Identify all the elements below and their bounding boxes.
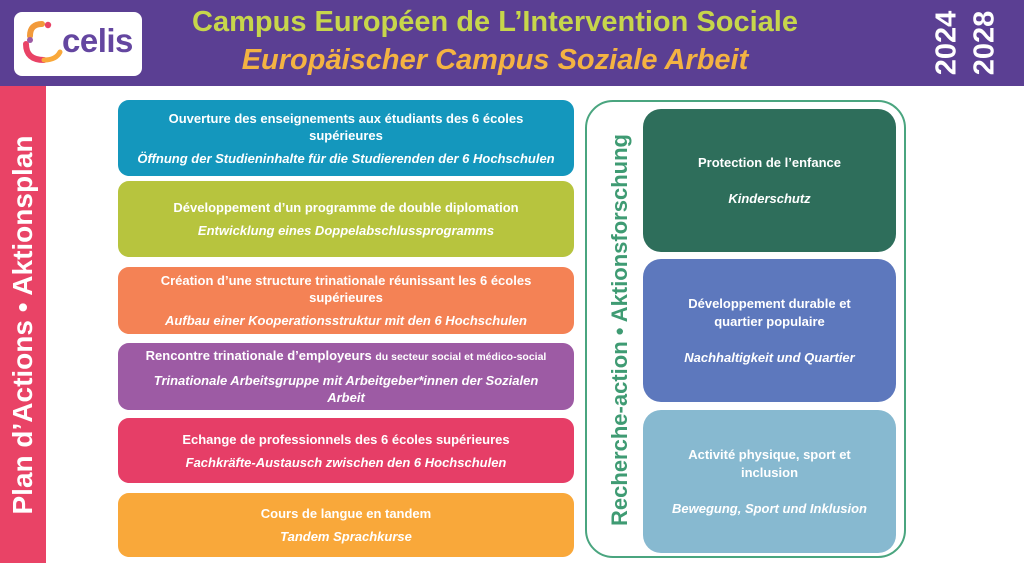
- action-box-double-degree: [118, 181, 574, 257]
- action-label-fr-small: du secteur social et médico-social: [375, 351, 547, 363]
- action-label-fr: Développement d’un programme de double diplomation: [173, 200, 519, 215]
- action-box-professional-exchange: [118, 418, 574, 483]
- title-french: Campus Européen de L’Intervention Sociale: [192, 6, 798, 38]
- action-label-de: Tandem Sprachkurse: [280, 529, 412, 544]
- celis-logo-mark-icon: [18, 16, 68, 66]
- header-banner: [0, 0, 1024, 86]
- action-plan-band: [0, 86, 46, 563]
- action-label-fr: Echange de professionnels des 6 écoles supérieures: [182, 431, 510, 447]
- theme-box-sport-inclusion: [643, 410, 896, 553]
- action-plan-label: Plan d’Actions • Aktionsplan: [7, 134, 38, 515]
- research-label: Recherche-action • Aktionsforschung: [607, 134, 632, 526]
- logo-text: celis: [62, 22, 133, 59]
- action-box-tandem-language: [118, 493, 574, 557]
- action-label-fr: Rencontre trinationale d’employeurs du secteur social et médico-social: [145, 348, 547, 363]
- action-label-de: Trinationale Arbeitsgruppe mit Arbeitgeber*innen der Sozialen Arbeit: [153, 373, 539, 405]
- action-label-de: Aufbau einer Kooperationsstruktur mit den 6 Hochschulen: [165, 313, 527, 328]
- action-label-fr: Création d’une structure trinationale réunissant les 6 écoles supérieures: [160, 273, 532, 305]
- theme-label-de: Kinderschutz: [728, 190, 811, 206]
- title-german: Europäischer Campus Soziale Arbeit: [241, 44, 749, 76]
- year-end: 2028: [968, 10, 1001, 76]
- theme-label-de: Nachhaltigkeit und Quartier: [684, 349, 855, 365]
- action-label-de: Fachkräfte-Austausch zwischen den 6 Hochschulen: [185, 454, 507, 470]
- theme-label-fr: Protection de l’enfance: [697, 154, 842, 170]
- action-box-trinational-structure: [118, 267, 574, 334]
- action-box-teaching-opening: [118, 100, 574, 176]
- theme-box-child-protection: [643, 109, 896, 252]
- year-start: 2024: [930, 10, 963, 76]
- action-label-fr: Cours de langue en tandem: [260, 506, 432, 521]
- theme-label-de: Bewegung, Sport und Inklusion: [672, 500, 867, 516]
- theme-label-fr: Activité physique, sport et inclusion: [688, 446, 851, 480]
- action-label-fr: Ouverture des enseignements aux étudiants des 6 écoles supérieures: [168, 110, 524, 143]
- research-label-container: [600, 110, 640, 550]
- theme-box-sustainable-development: [643, 259, 896, 402]
- action-label-de: Öffnung der Studieninhalte für die Studierenden der 6 Hochschulen: [137, 150, 555, 166]
- theme-label-fr: Développement durable et quartier populaire: [688, 295, 851, 329]
- action-label-de: Entwicklung eines Doppelabschlussprogramms: [197, 223, 495, 238]
- celis-logo: [14, 12, 142, 76]
- action-box-employers-meeting: [118, 343, 574, 410]
